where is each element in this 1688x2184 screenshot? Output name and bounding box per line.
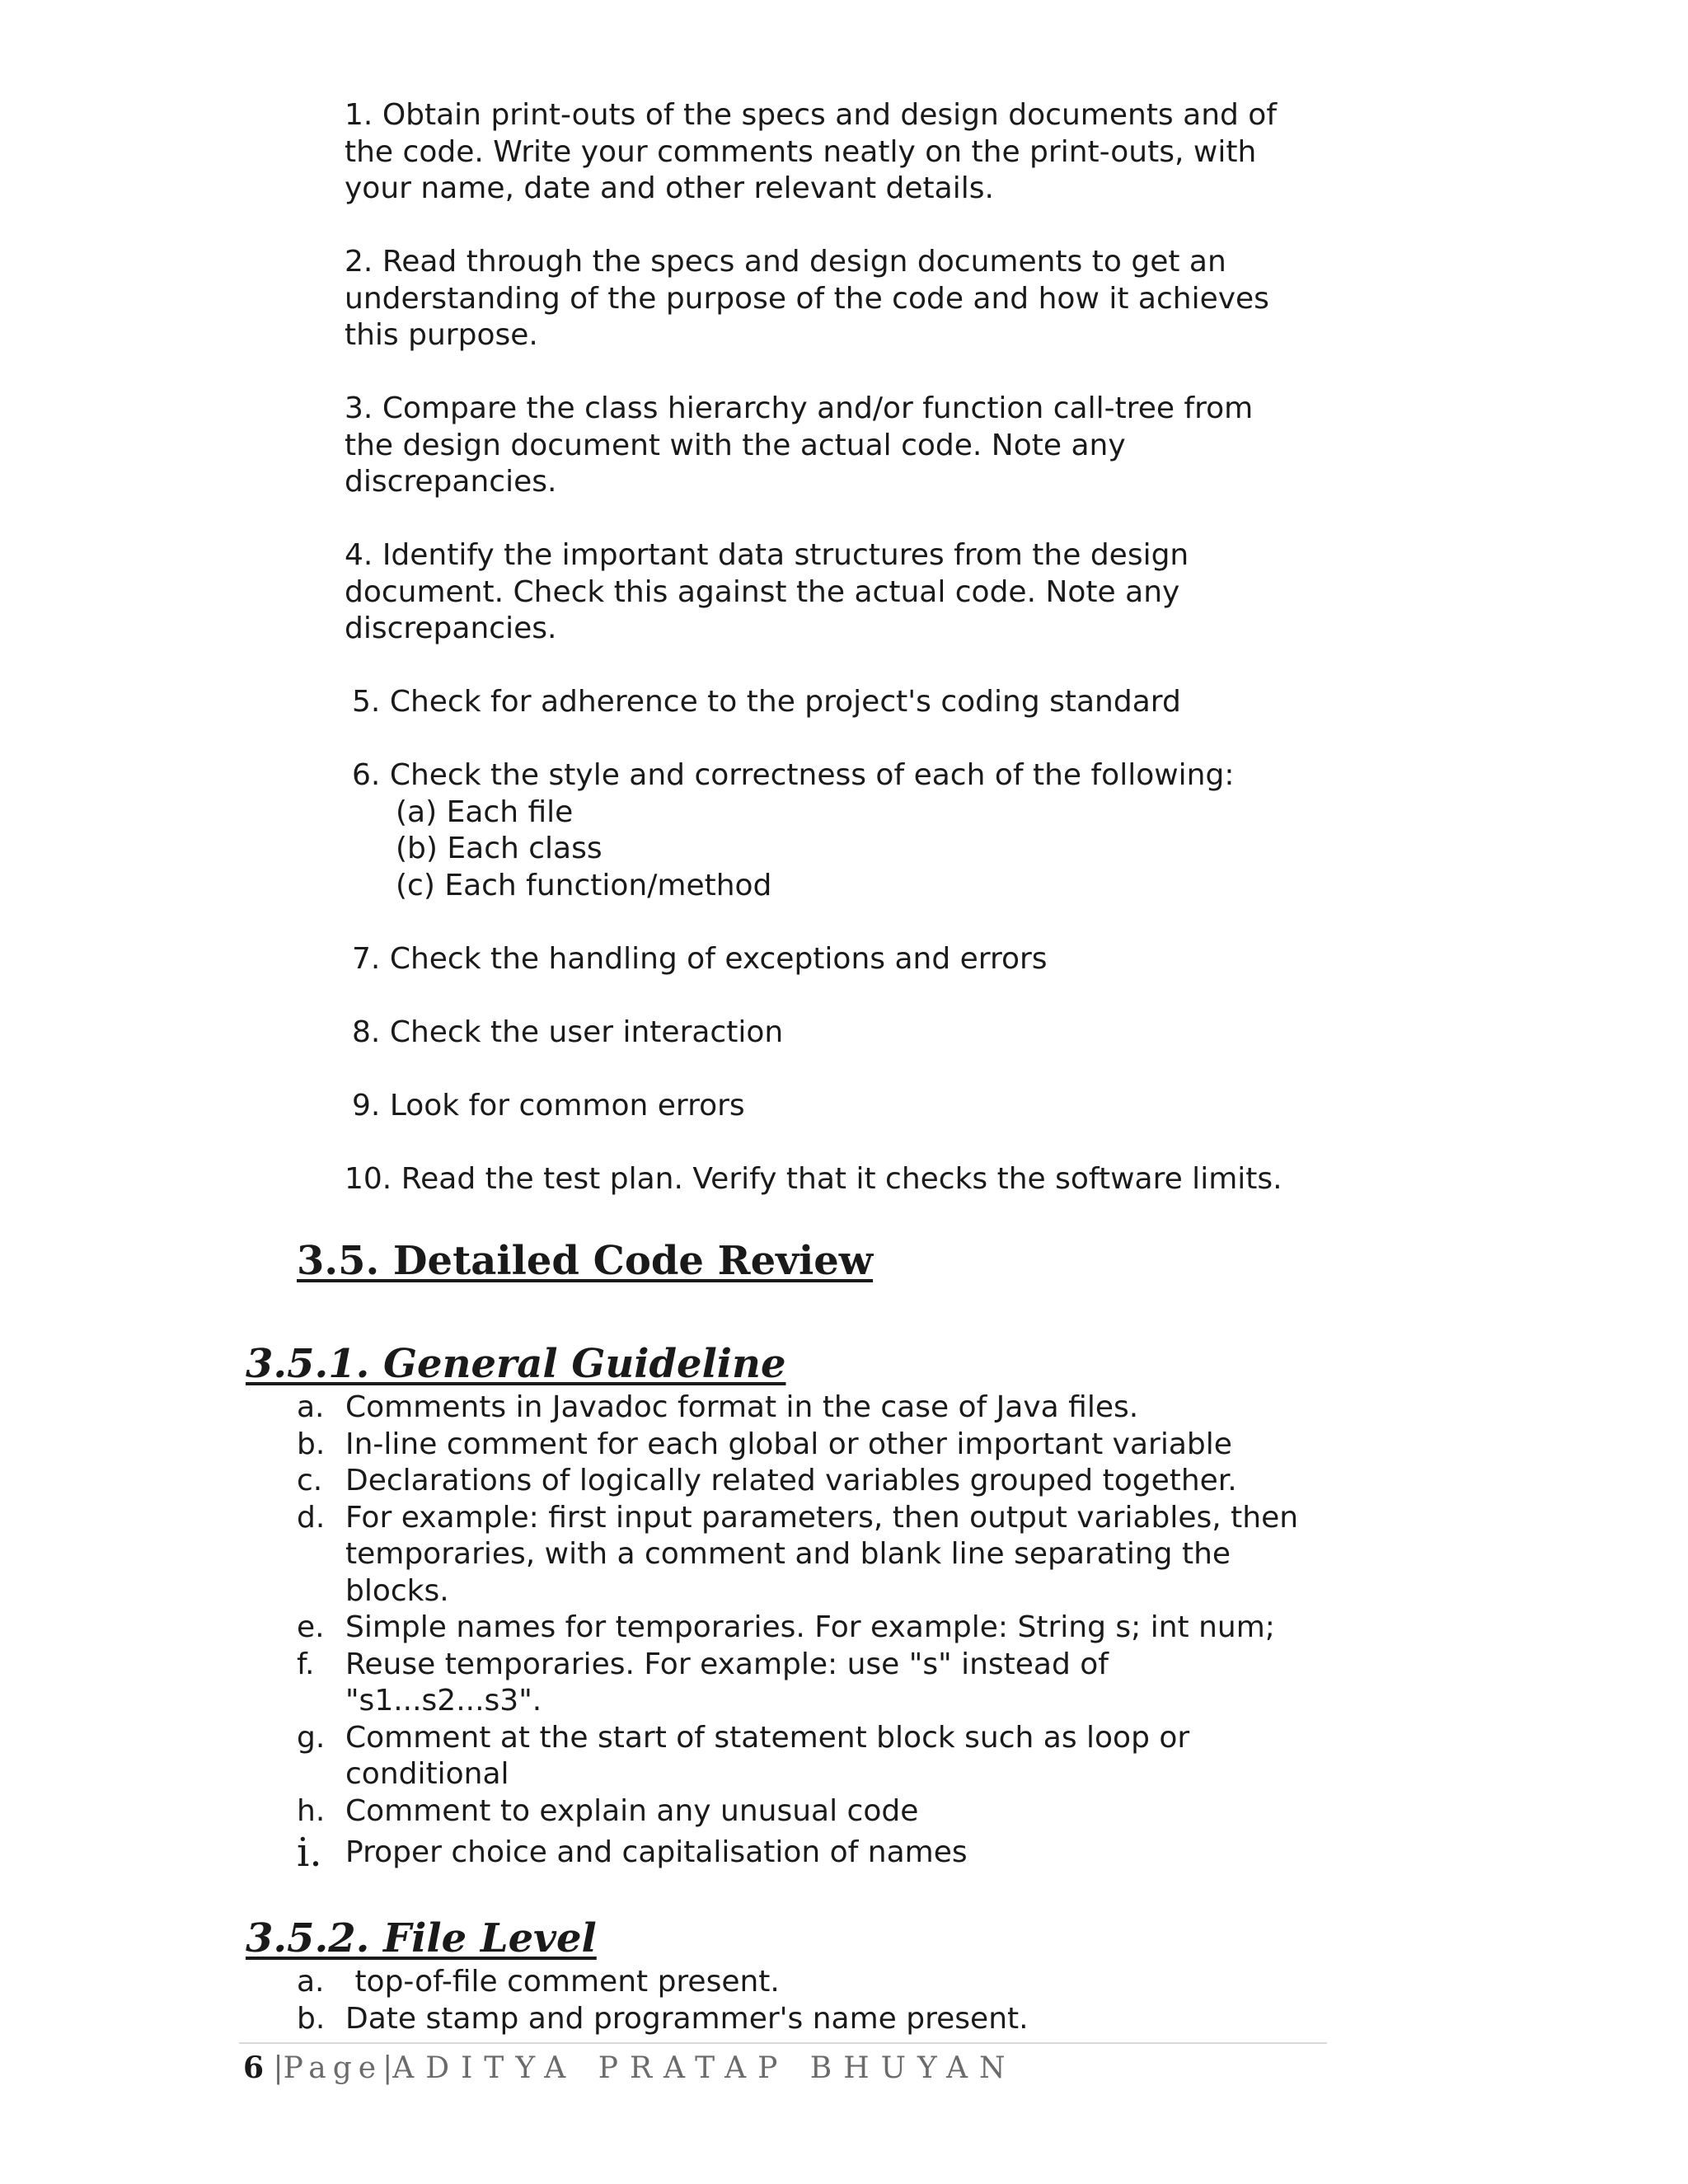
item-letter: d.: [297, 1500, 326, 1535]
subsection-heading-general-guideline: 3.5.1. General Guideline: [246, 1341, 786, 1387]
step-number: 9.: [352, 1088, 381, 1122]
item-text-line: conditional: [345, 1757, 509, 1791]
item-letter: b.: [297, 1427, 326, 1461]
item-text-line: Comment at the start of statement block such as loop or: [345, 1720, 1190, 1755]
item-text-line: Date stamp and programmer's name present.: [345, 2001, 1029, 2036]
item-letter: i.: [297, 1830, 322, 1876]
step-number: 6.: [352, 758, 381, 792]
guideline-item: [297, 1427, 1368, 1464]
step-number: 1.: [345, 98, 373, 132]
step-number: 5.: [352, 685, 381, 719]
step-text-line: the code. Write your comments neatly on the print-outs, with: [345, 134, 1257, 169]
step-text-line: the design document with the actual code. Note any: [345, 428, 1126, 462]
step-text-line: Look for common errors: [389, 1088, 745, 1122]
step-text-line: Check the user interaction: [389, 1015, 784, 1049]
guideline-item: [297, 1830, 1368, 1876]
footer-separator: |: [382, 2051, 393, 2085]
item-text-line: Simple names for temporaries. For example: String s; int num;: [345, 1610, 1275, 1644]
page-footer: [243, 2049, 1016, 2088]
review-step: [345, 1161, 1367, 1198]
step-number: 8.: [352, 1015, 381, 1049]
guideline-item: [297, 1964, 1368, 2001]
guideline-item: [297, 1463, 1368, 1500]
item-letter: a.: [297, 1965, 325, 1999]
step-text-line: Check the handling of exceptions and errors: [389, 941, 1048, 976]
review-step: [345, 684, 1367, 721]
author-name: ADITYA PRATAP BHUYAN: [392, 2051, 1017, 2085]
guideline-item: [297, 1720, 1368, 1793]
item-letter: f.: [297, 1647, 315, 1681]
item-text-line: Comments in Javadoc format in the case of Java files.: [345, 1390, 1139, 1424]
step-text-line: your name, date and other relevant details.: [345, 171, 994, 205]
step-subitem: (a) Each file: [396, 794, 574, 829]
subsection-heading-file-level: 3.5.2. File Level: [246, 1915, 597, 1961]
review-step: [345, 537, 1367, 648]
step-text-line: understanding of the purpose of the code and how it achieves: [345, 281, 1269, 316]
step-text-line: document. Check this against the actual code. Note any: [345, 574, 1180, 609]
general-guideline-list: [297, 1390, 1368, 1876]
review-step: [345, 97, 1367, 208]
step-subitems: [352, 794, 1367, 905]
item-text-line: Comment to explain any unusual code: [345, 1793, 919, 1828]
step-number: 4.: [345, 538, 373, 572]
footer-separator: |: [273, 2051, 284, 2085]
step-text-line: Read through the specs and design documents to get an: [382, 245, 1226, 279]
item-text-line: blocks.: [345, 1573, 449, 1608]
section-heading-detailed-code-review: 3.5. Detailed Code Review: [297, 1238, 874, 1284]
step-number: 3.: [345, 391, 373, 425]
review-steps-list: [345, 97, 1367, 1235]
item-letter: h.: [297, 1793, 326, 1828]
item-text-line: In-line comment for each global or other important variable: [345, 1427, 1232, 1461]
footer-divider: [239, 2042, 1327, 2044]
step-text-line: Obtain print-outs of the specs and design documents and of: [382, 98, 1277, 132]
page-label: Page: [283, 2051, 383, 2085]
guideline-item: [297, 1610, 1368, 1647]
item-text-line: Reuse temporaries. For example: use "s" instead of: [345, 1647, 1109, 1681]
review-step: [345, 1088, 1367, 1125]
step-text-line: Read the test plan. Verify that it checks the software limits.: [401, 1161, 1282, 1196]
step-number: 7.: [352, 941, 381, 976]
step-number: 2.: [345, 245, 373, 279]
item-letter: e.: [297, 1610, 325, 1644]
step-text-line: this purpose.: [345, 318, 538, 352]
step-text-line: Identify the important data structures from the design: [382, 538, 1189, 572]
item-text-line: Declarations of logically related variables grouped together.: [345, 1464, 1237, 1497]
step-text-line: Compare the class hierarchy and/or function call-tree from: [382, 391, 1254, 425]
guideline-item: [297, 1647, 1368, 1720]
guideline-item: [297, 2001, 1368, 2038]
step-subitem: (b) Each class: [396, 832, 603, 865]
item-text-line: Proper choice and capitalisation of names: [345, 1835, 968, 1869]
step-text-line: discrepancies.: [345, 465, 557, 499]
file-level-list: [297, 1964, 1368, 2037]
step-subitem: (c) Each function/method: [396, 868, 772, 902]
item-letter: g.: [297, 1720, 326, 1755]
step-text-line: Check the style and correctness of each of the following:: [389, 758, 1235, 792]
item-letter: a.: [297, 1390, 325, 1424]
item-text-line: For example: first input parameters, then output variables, then: [345, 1500, 1299, 1535]
step-text-line: Check for adherence to the project's coding standard: [389, 685, 1181, 719]
item-letter: c.: [297, 1464, 323, 1497]
review-step: [345, 1015, 1367, 1052]
guideline-item: [297, 1390, 1368, 1427]
review-step: [345, 757, 1367, 904]
page-number: 6: [243, 2050, 265, 2085]
step-text-line: discrepancies.: [345, 612, 557, 645]
guideline-item: [297, 1793, 1368, 1830]
item-text-line: "s1...s2...s3".: [345, 1684, 542, 1718]
review-step: [345, 391, 1367, 501]
review-step: [345, 244, 1367, 354]
item-text-line: top-of-file comment present.: [345, 1965, 780, 1999]
item-text-line: temporaries, with a comment and blank line separating the: [345, 1537, 1231, 1571]
review-step: [345, 941, 1367, 978]
step-number: 10.: [345, 1161, 392, 1196]
guideline-item: [297, 1500, 1368, 1610]
item-letter: b.: [297, 2001, 326, 2036]
